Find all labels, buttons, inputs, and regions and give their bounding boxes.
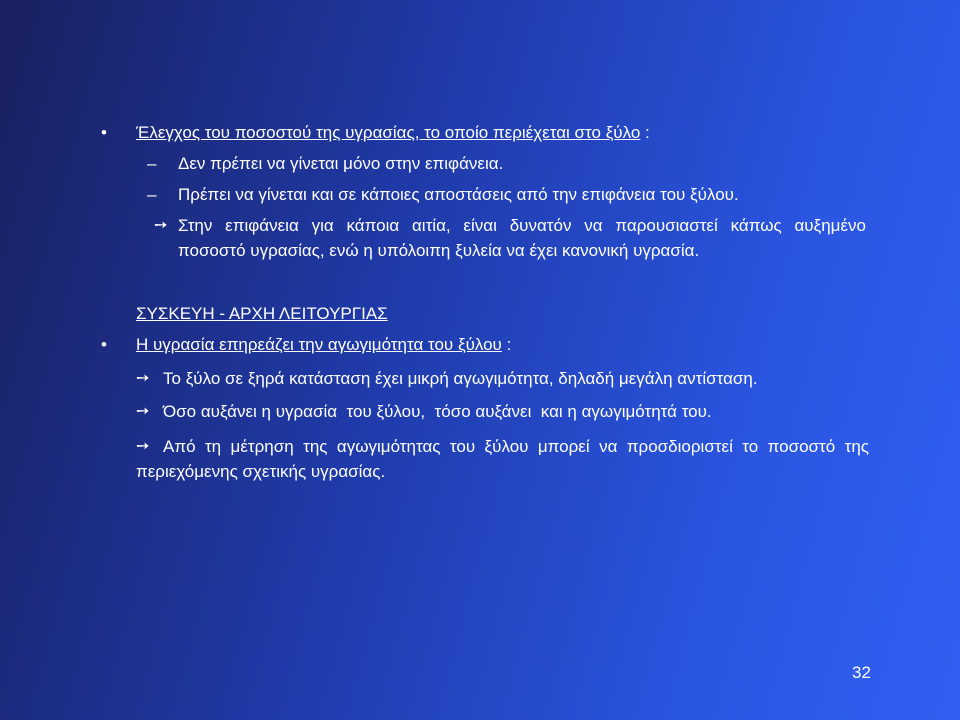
arrow-item-surface-line1: Στην επιφάνεια για κάποια αιτία, είναι δυνατόν να παρουσιαστεί κάπως αυξημένο xyxy=(178,216,866,235)
arrow-item-surface-line2: ποσοστό υγρασίας, ενώ η υπόλοιπη ξυλεία να έχει κανονική υγρασία. xyxy=(178,241,700,260)
page-number: 32 xyxy=(852,663,871,682)
arrow-icon: ➙ xyxy=(136,403,150,420)
section-heading: ΣΥΣΚΕΥΗ - ΑΡΧΗ ΛΕΙΤΟΥΡΓΙΑΣ xyxy=(136,304,388,323)
bullet-moisture-control-text: Έλεγχος του ποσοστού της υγρασίας, το οποίο περιέχεται στο ξύλο xyxy=(136,123,641,142)
arrow-item-measurement-line2: περιεχόμενης σχετικής υγρασίας. xyxy=(136,462,386,481)
dash-icon: – xyxy=(147,185,157,204)
bullet-conductivity-colon: : xyxy=(501,335,512,354)
arrow-icon: ➙ xyxy=(136,370,150,387)
bullet-conductivity xyxy=(136,334,511,356)
dash-item-depths: Πρέπει να γίνεται και σε κάποιες αποστάσεις από την επιφάνεια του ξύλου. xyxy=(178,185,739,204)
arrow-item-dry-wood: Το ξύλο σε ξηρά κατάσταση έχει μικρή αγωγιμότητα, δηλαδή μεγάλη αντίσταση. xyxy=(163,369,758,388)
arrow-item-moisture-increase: Όσο αυξάνει η υγρασία του ξύλου, τόσο αυξάνει και η αγωγιμότητά του. xyxy=(163,402,712,421)
bullet-conductivity-text: Η υγρασία επηρεάζει την αγωγιμότητα του ξύλου xyxy=(136,335,502,354)
dash-item-surface-only: Δεν πρέπει να γίνεται μόνο στην επιφάνεια. xyxy=(178,154,504,173)
bullet-moisture-control-colon: : xyxy=(640,123,650,142)
bullet-icon: • xyxy=(101,335,107,354)
arrow-item-measurement-line1: Από τη μέτρηση της αγωγιμότητας του ξύλου μπορεί να προσδιοριστεί το ποσοστό της xyxy=(163,437,869,456)
arrow-icon: ➙ xyxy=(136,438,150,455)
dash-icon: – xyxy=(147,154,157,173)
bullet-icon: • xyxy=(101,123,107,142)
bullet-moisture-control xyxy=(136,122,650,144)
arrow-icon: ➙ xyxy=(154,217,168,234)
